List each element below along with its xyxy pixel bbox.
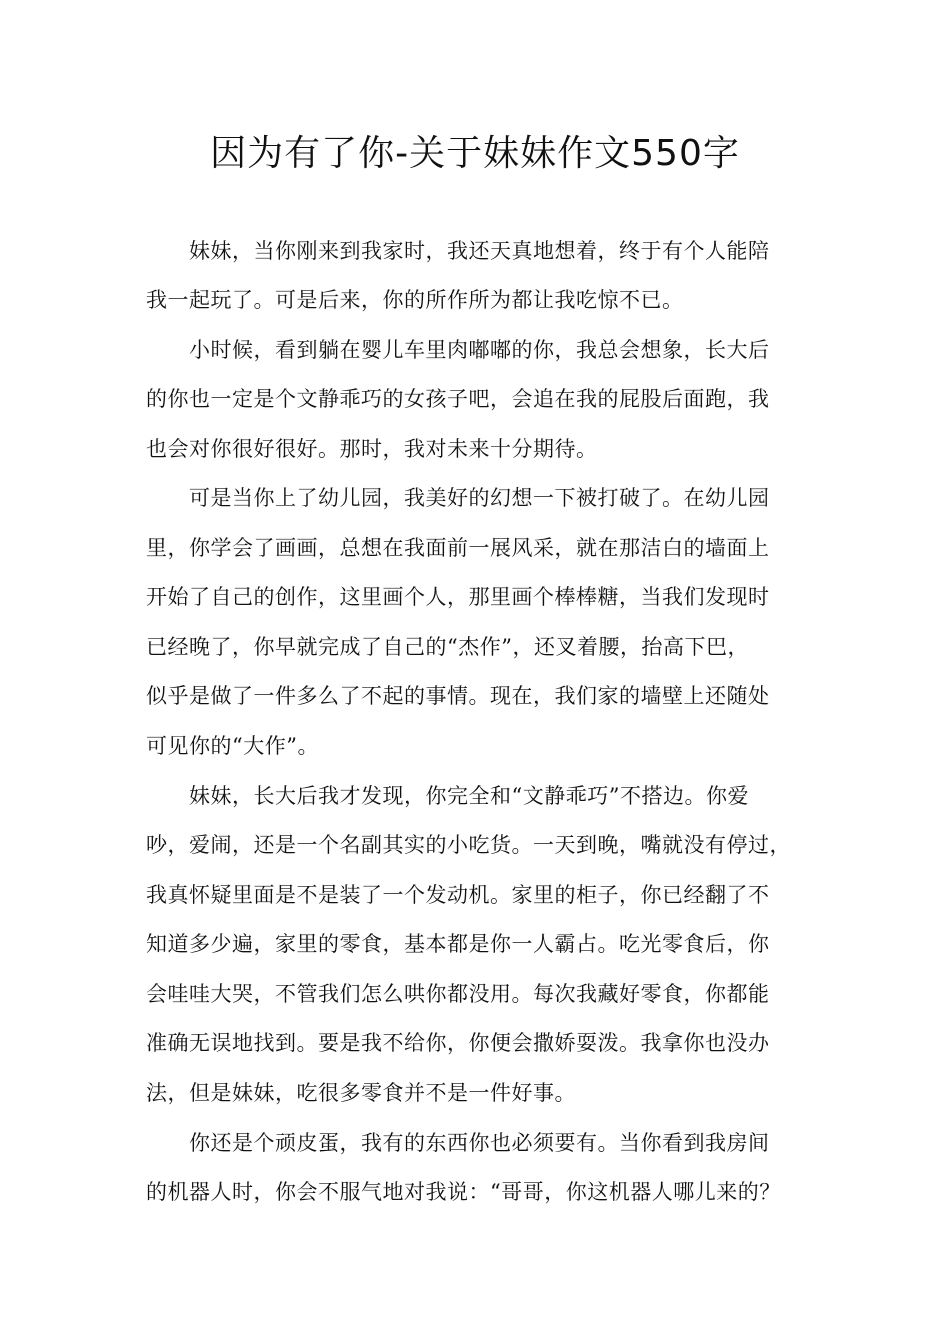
- paragraph-line: 会哇哇大哭，不管我们怎么哄你都没用。每次我藏好零食，你都能: [146, 982, 770, 1006]
- paragraph-line: 知道多少遍，家里的零食，基本都是你一人霸占。吃光零食后，你: [146, 932, 770, 956]
- paragraph-line: 妹妹，当你刚来到我家时，我还天真地想着，终于有个人能陪: [189, 239, 770, 263]
- paragraph-line: 里，你学会了画画，总想在我面前一展风采，就在那洁白的墙面上: [146, 536, 770, 560]
- paragraph-line: 小时候，看到躺在婴儿车里肉嘟嘟的你，我总会想象，长大后: [189, 338, 770, 362]
- paragraph-line: 法，但是妹妹，吃很多零食并不是一件好事。: [146, 1081, 576, 1105]
- paragraph-line: 吵，爱闹，还是一个名副其实的小吃货。一天到晚，嘴就没有停过，: [146, 833, 791, 857]
- document-title: 因为有了你-关于妹妹作文550字: [210, 133, 740, 174]
- paragraph-line: 可见你的“大作”。: [146, 734, 319, 758]
- paragraph-line: 的你也一定是个文静乖巧的女孩子吧，会追在我的屁股后面跑，我: [146, 387, 770, 411]
- paragraph-line: 似乎是做了一件多么了不起的事情。现在，我们家的墙壁上还随处: [146, 684, 770, 708]
- paragraph-line: 已经晚了，你早就完成了自己的“杰作”，还叉着腰，抬高下巴，: [146, 635, 749, 659]
- paragraph-line: 可是当你上了幼儿园，我美好的幻想一下被打破了。在幼儿园: [189, 486, 770, 510]
- paragraph-line: 开始了自己的创作，这里画个人，那里画个棒棒糖，当我们发现时: [146, 585, 770, 609]
- paragraph-line: 妹妹，长大后我才发现，你完全和“文静乖巧”不搭边。你爱: [189, 784, 749, 808]
- paragraph-line: 你还是个顽皮蛋，我有的东西你也必须要有。当你看到我房间: [189, 1131, 770, 1155]
- paragraph-line: 我真怀疑里面是不是装了一个发动机。家里的柜子，你已经翻了不: [146, 883, 770, 907]
- paragraph-line: 我一起玩了。可是后来，你的所作所为都让我吃惊不已。: [146, 288, 684, 312]
- paragraph-line: 准确无误地找到。要是我不给你，你便会撒娇耍泼。我拿你也没办: [146, 1031, 770, 1055]
- paragraph-line: 也会对你很好很好。那时，我对未来十分期待。: [146, 437, 598, 461]
- paragraph-line: 的机器人时，你会不服气地对我说：“哥哥，你这机器人哪儿来的？: [146, 1180, 781, 1204]
